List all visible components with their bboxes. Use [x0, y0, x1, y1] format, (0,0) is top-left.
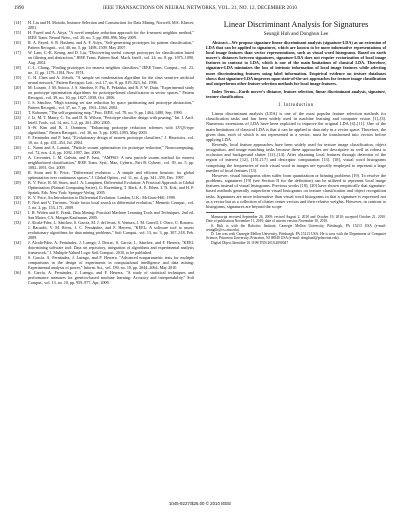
reference-text: F. Fernández and P. Isasi, "Evolutionary design of nearest prototype classifiers," J. Heuristics, vol. 10, no. 4, pp. 431–454, Jul. 2004.: [28, 135, 194, 145]
reference-entry: [14, 30, 194, 40]
footnote: D. Lee was with Carnegie Mellon University, Pittsburgh, PA 15213 USA. He is now with the Department of Computer Science, Princeton University, Princeton, NJ 08540 USA (e-mail: donghunl@princeton.edu).: [206, 232, 386, 241]
reference-number: [16]: [14, 40, 21, 45]
reference-text: J. Li, M. T. Manry, C. Yu, and D. R. Wilson, "Prototype classifier design with pruning," Int. J. Artif. Intell. Tools, vol. 14, nos. 1–2, pp. 261–280, 2005.: [28, 115, 194, 125]
reference-number: [28]: [14, 170, 21, 175]
footnote: S. Huh is with the Robotics Institute, Carnegie Mellon University, Pittsburgh, PA 15213 USA (e-mail: seungilh@cs.cmu.edu).: [206, 223, 386, 232]
reference-entry: [14, 145, 194, 155]
reference-text: T. Kohonen, "The self organizing map," Proc. IEEE, vol. 78, no. 9, pp. 1464–1480, Sep. 1990.: [28, 110, 183, 115]
reference-text: M. Lozano, J. M. Sotoca, J. S. Sánchez, F. Pla, E. Pekalska, and R. P. W. Duin, "Experimental study on prototype optimisation algorithms for prototype-based classification in vector spaces," Pattern Recognit., vol. 39, no. 10, pp. 1827–1838, Oct. 2006.: [28, 85, 194, 100]
reference-text: C. H. Chen and A. Jóźwik, "A sample set condensation algorithm for the class sensitive artificial neural network," Pattern Recognit. Lett., vol. 17, no. 8, pp. 819–823, Jul. 1996.: [28, 75, 194, 85]
reference-number: [35]: [14, 255, 21, 260]
footnote: Digital Object Identifier 10.1109/TNN.2010.2090047: [211, 240, 289, 245]
reference-number: [34]: [14, 240, 21, 245]
reference-number: [25]: [14, 135, 21, 140]
reference-number: [29]: [14, 180, 21, 185]
reference-text: S. García, A. Fernández, J. Luengo, and F. Herrera, "A study of statistical techniques and performance measures for genetics-based machine learning: Accuracy and interpretability," Soft Comput., vol. 13, no. 10, pp. 959–977, Apr. 2009.: [28, 270, 194, 285]
running-header: [14, 6, 386, 16]
copyright-footer: 1045-9227/$26.00 © 2010 IEEE: [168, 501, 232, 506]
reference-entry: [14, 200, 194, 210]
reference-entry: [14, 50, 194, 65]
reference-text: J. S. Sánchez, "High training set size reduction by space partitioning and prototype abstraction," Pattern Recognit., vol. 37, no. 7, pp. 1561–1564, 2004.: [28, 100, 194, 110]
reference-entry: [14, 210, 194, 220]
reference-text: W. Lam, C.-K. Keung, and D. Liu, "Discovering useful concept prototypes for classification based on filtering and abstraction," IEEE Trans. Pattern Anal. Mach. Intell., vol. 24, no. 8, pp. 1075–1090, Aug. 2002.: [28, 50, 194, 65]
reference-entry: [14, 85, 194, 100]
reference-number: [20]: [14, 85, 21, 90]
body-paragraph: However, visual histograms often suffer from quantization or binning problems [19]. To resolve the problems, signatures [19] (see Section II for the definition) can be utilized to represent local image features instead of visual histograms. Previous works [18], [20] have shown empirically that signature-based methods generally outperform visual histograms on texture classification and object recognition tasks. Signatures are more informative than visual word histograms in that a signature is expressed not as a vector but as a collection of cluster center vectors and their relative weights. However, in contrast to histograms, signatures are beyond the scope: [206, 172, 386, 209]
reference-entry: [14, 135, 194, 145]
reference-text: R. Storn and K. Price, "Differential evolution – A simple and efficient heuristic for global optimization over continuous spaces," J. Global Optim., vol. 11, no. 4, pp. 341–359, Dec. 1997.: [28, 170, 194, 180]
abstract: Abstract—We propose signature linear discriminant analysis (signature-LDA) as an extension of LDA that can be applied to signatures, which are known to be more informative representations of local image features than vector representations, such as visual word histograms. Based on earth mover's distances between signatures, signature-LDA does not require vectorization of local image features in contrast to LDA, which is one of the main limitations of classical LDA. Therefore, signature-LDA minimizes the loss of intrinsic information of local image features while selecting more discriminating features using label information. Empirical evidence on texture databases shows that signature-LDA improves upon state-of-the-art approaches for texture image classification and outperforms other feature selection methods for local image features.: [206, 40, 386, 86]
reference-number: [23]: [14, 115, 21, 120]
reference-entry: [14, 180, 194, 195]
reference-number: [30]: [14, 195, 21, 200]
reference-number: [36]: [14, 270, 21, 275]
reference-number: [15]: [14, 30, 21, 35]
reference-entry: [14, 65, 194, 75]
reference-number: [32]: [14, 210, 21, 215]
reference-entry: [14, 115, 194, 125]
reference-number: [14]: [14, 20, 21, 25]
reference-entry: [14, 125, 194, 135]
reference-text: K. V. Price, An Introduction to Differential Evolution. London, U.K.: McGraw-Hill, 1999.: [28, 195, 176, 200]
reference-number: [26]: [14, 145, 21, 150]
journal-header: IEEE TRANSACTIONS ON NEURAL NETWORKS, VOL. 21, NO. 12, DECEMBER 2010: [102, 6, 298, 11]
reference-entry: [14, 155, 194, 170]
reference-entry: [14, 75, 194, 85]
reference-text: K. V. Price, R. M. Storn, and J. A. Lampinen, Differential Evolution: A Practical Approach to Global Optimization (Natural Computing Series), G. Rozenberg, T. Bäck, A. E. Eiben, J. N. Kok, and H. P. Spaink, Eds. New York: Springer-Verlag, 2005.: [28, 180, 194, 195]
reference-text: S.-W. Kim and B. J. Oommen, "Enhancing prototype reduction schemes with LVQ3-type algorithms," Pattern Recognit., vol. 36, no. 5, pp. 1083–1093, May 2003.: [28, 125, 194, 135]
reference-text: S. García, A. Fernández, J. Luengo, and F. Herrera, "Advanced nonparametric tests for multiple comparisons in the design of experiments in computational intelligence and data mining: Experimental analysis of power," Inform. Sci., vol. 180, no. 10, pp. 2044–2064, May 2010.: [28, 255, 194, 270]
footnote-rule: [206, 212, 254, 213]
reference-number: [22]: [14, 110, 21, 115]
body-paragraph: Recently, local feature approaches have been widely used for texture image classification, object recognition, and image matching tasks because these approaches are descriptive as well as robust to occlusion and background clutter [12]–[14]. After obtaining local features through detection of the region of interest [12], [15]–[17] and descriptor computation [13], [18], visual word histograms comprising the frequencies of each visual word in images are typically employed to represent a large number of local features [13].: [206, 141, 386, 173]
body-paragraph: Linear discriminant analysis (LDA) is one of the most popular feature selection methods for classification tasks and has been widely used in machine learning and computer vision [1]–[3]. Numerous extensions of LDA have been exploited to improve the original LDA [4]–[11]. One of the main limitations of classical LDA is that it can be applied to data only in a vector space. Therefore, the given data, each of which is not represented in a vector, must be transformed into vectors before applying LDA.: [206, 111, 386, 142]
reference-entry: [14, 270, 194, 285]
reference-text: H. Fayed and A. Atiya, "A novel template reduction approach for the k-nearest neighbor method," IEEE Trans. Neural Netw., vol. 20, no. 5, pp. 890–896, May 2009.: [28, 30, 194, 40]
reference-text: H. Liu and H. Motoda, Instance Selection and Construction for Data Mining. Norwell, MA: Kluwer, 2001.: [28, 20, 194, 30]
reference-number: [33]: [14, 220, 21, 225]
reference-entry: [14, 170, 194, 180]
article-title: Linear Discriminant Analysis for Signatures: [223, 20, 369, 29]
reference-entry: [14, 255, 194, 270]
reference-text: I. H. Witten and E. Frank, Data Mining: Practical Machine Learning Tools and Techniques, 2nd ed. San Mateo, CA: Morgan Kaufmann, 2005.: [28, 210, 194, 220]
reference-entry: [14, 20, 194, 30]
reference-text: C.-L. Chang, "Finding prototypes for nearest neighbor classifiers," IEEE Trans. Comput., vol. 23, no. 11, pp. 1179–1184, Nov. 1974.: [28, 65, 194, 75]
reference-number: [24]: [14, 125, 21, 130]
index-terms: Index Terms—Earth mover's distance, feature selection, linear discriminant analysis, signature, texture classification.: [206, 88, 386, 99]
reference-number: [27]: [14, 155, 21, 160]
page-number: 1990: [14, 6, 24, 11]
reference-number: [19]: [14, 75, 21, 80]
reference-text: A. Cervantes, I. M. Galván, and P. Isasi, "AMPSO: A new particle swarm method for nearest neighborhood classification," IEEE Trans. Syst., Man, Cybern., Part B: Cybern., vol. 39, no. 5, pp. 1082–1091, Oct. 2009.: [28, 155, 194, 170]
reference-number: [17]: [14, 50, 21, 55]
reference-text: R. A. Fayed, S. R. Hashem, and A. F. Atiya, "Self-generating prototypes for pattern classification," Pattern Recognit., vol. 40, no. 5, pp. 1498–1509, May 2007.: [28, 40, 194, 50]
reference-text: J. Alcalá-Fdez, A. Fernández, J. Luengo, J. Derrac, S. García, L. Sánchez, and F. Herrera, "KEEL data-mining software tool: Data set repository, integration of algorithms and experimental analysis framework," J. Multiple-Valued Logic Soft Comput., 2010, to be published.: [28, 240, 194, 255]
reference-entry: [14, 220, 194, 240]
reference-entry: [14, 240, 194, 255]
article-column: [206, 20, 386, 245]
references-column: [14, 20, 194, 285]
reference-text: F. Neri and V. Tirronen, "Scale factor local search in differential evolution," Memetic Comput., vol. 1, no. 2, pp. 153–171, 2009.: [28, 200, 194, 210]
reference-text: L. Nanni and A. Lumini, "Particle swarm optimization for prototype reduction," Neurocomputing, vol. 72, nos. 4–6, pp. 1092–1097, Jan. 2009.: [28, 145, 194, 155]
reference-number: [18]: [14, 65, 21, 70]
article-authors: Seungil Huh and Donghun Lee: [263, 31, 329, 37]
section-heading: I. Introduction: [278, 103, 314, 109]
reference-entry: [14, 40, 194, 50]
reference-entry: [14, 100, 194, 110]
footnote: Manuscript received September 26, 2009; revised August 2, 2010 and October 19, 2010; accepted October 21, 2010. Date of publication November 11, 2010; date of current version November 30, 2010.: [206, 215, 386, 224]
reference-text: J. Alcalá-Fdez, L. Sánchez, S. García, M. J. del Jesus, S. Ventura, J. M. Garrell, J. Otero, C. Romero, J. Bacardit, V. M. Rivas, J. C. Fernández, and F. Herrera, "KEEL: A software tool to assess evolutionary algorithms for data mining problems," Soft Comput., vol. 13, no. 3, pp. 307–318, Feb. 2009.: [28, 220, 194, 240]
reference-number: [21]: [14, 100, 21, 105]
reference-number: [31]: [14, 200, 21, 205]
